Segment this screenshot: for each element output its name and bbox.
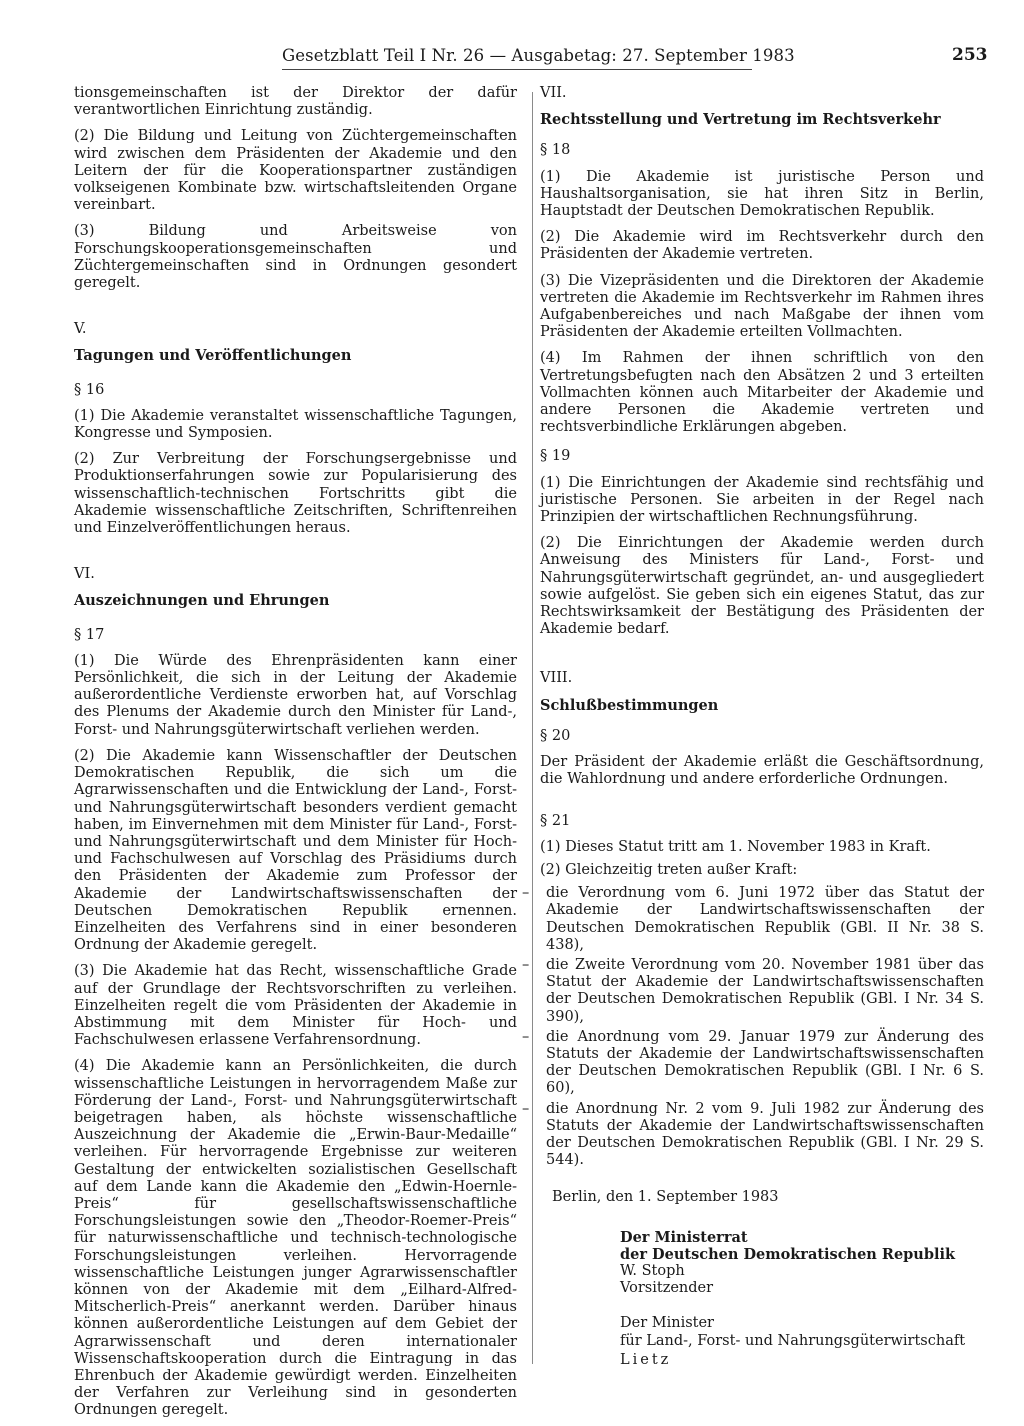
s17-paragraph-3: (3) Die Akademie hat das Recht, wissenschaftliche Grade auf der Grundlage der Rechtsvorschriften zu verleihen. Einzelheiten regelt die vom Präsidenten der Akademie in Abstimmung mit dem Minister für Hoch- und Fachschulwesen erlassene Verfahrensordnung. [74, 963, 517, 1049]
paragraph-16-heading: § 16 [74, 381, 105, 398]
repealed-list [524, 885, 984, 1169]
paragraph-19-heading: § 19 [540, 448, 571, 465]
list-item: – die Anordnung vom 29. Januar 1979 zur Änderung des Statuts der Akademie der Landwirtschaftswissenschaften der Deutschen Demokratischen Republik (GBl. I Nr. 6 S. 60), [524, 1029, 984, 1098]
s21-paragraph-2: (2) Gleichzeitig treten außer Kraft: [540, 861, 798, 878]
section-number-v: V. [74, 321, 87, 338]
list-item: – die Anordnung Nr. 2 vom 9. Juli 1982 zur Änderung des Statuts der Akademie der Landwirtschaftswissenschaften der Deutschen Demokratischen Republik (GBl. I Nr. 29 S. 544). [524, 1101, 984, 1170]
s18-paragraph-4: (4) Im Rahmen der ihnen schriftlich von den Vertretungsbefugten nach den Absätzen 2 und 3 erteilten Vollmachten können auch Mitarbeiter der Akademie und andere Personen die Akademie vertreten und rechtsverbindliche Erklärungen abgeben. [540, 350, 984, 436]
left-column [74, 85, 517, 1426]
right-column [540, 85, 984, 1369]
section-title-vi: Auszeichnungen und Ehrungen [74, 592, 330, 610]
s18-paragraph-1: (1) Die Akademie ist juristische Person und Haushaltsorganisation, sie hat ihren Sitz in Berlin, Hauptstadt der Deutschen Demokratischen Republik. [540, 168, 984, 220]
signature-minister-name: Lietz [620, 1351, 672, 1368]
header-rule [282, 69, 752, 70]
s18-paragraph-3: (3) Die Vizepräsidenten und die Direktoren der Akademie vertreten die Akademie im Rechtsverkehr im Rahmen ihres Aufgabenbereiches und nach Maßgabe der ihnen vom Präsidenten der Akademie erteilten Vollmachten. [540, 272, 984, 341]
s19-paragraph-1: (1) Die Einrichtungen der Akademie sind rechtsfähig und juristische Personen. Sie arbeiten in der Regel nach Prinzipien der wirtschaftlichen Rechnungsführung. [540, 474, 984, 526]
s19-paragraph-2: (2) Die Einrichtungen der Akademie werden durch Anweisung des Ministers für Land-, Forst- und Nahrungsgüterwirtschaft gegründet, an- und ausgegliedert sowie aufgelöst. Sie geben sich ein eigenes Statut, das zur Rechtswirksamkeit der Bestätigung des Präsidenten der Akademie bedarf. [540, 535, 984, 638]
s16-paragraph-1: (1) Die Akademie veranstaltet wissenschaftliche Tagungen, Kongresse und Symposien. [74, 407, 517, 442]
signature-minister-line1: Der Minister [620, 1315, 714, 1332]
s16-paragraph-2: (2) Zur Verbreitung der Forschungsergebnisse und Produktionserfahrungen sowie zur Popularisierung des wissenschaftlich-technischen Fortschritts gibt die Akademie wissenschaftliche Zeitschriften, Schriftenreihen und Einzelveröffentlichungen heraus. [74, 451, 517, 537]
s21-paragraph-1: (1) Dieses Statut tritt am 1. November 1983 in Kraft. [540, 838, 931, 855]
paragraph-17-heading: § 17 [74, 626, 105, 643]
s20-paragraph-1: Der Präsident der Akademie erläßt die Geschäftsordnung, die Wahlordnung und andere erforderliche Ordnungen. [540, 754, 984, 788]
paragraph-20-heading: § 20 [540, 727, 571, 744]
signature-council-name: W. Stoph [620, 1262, 685, 1279]
section-title-vii: Rechtsstellung und Vertretung im Rechtsverkehr [540, 111, 941, 129]
signature-block-minister [540, 1315, 984, 1369]
paragraph-continuation: tionsgemeinschaften ist der Direktor der dafür verantwortlichen Einrichtung zuständig. [74, 85, 517, 119]
signature-minister-line2: für Land-, Forst- und Nahrungsgüterwirtschaft [620, 1332, 966, 1349]
list-item: – die Verordnung vom 6. Juni 1972 über das Statut der Akademie der Landwirtschaftswissenschaften der Deutschen Demokratischen Republik (GBl. II Nr. 38 S. 438), [524, 885, 984, 954]
section-title-viii: Schlußbestimmungen [540, 696, 719, 714]
section-number-viii: VIII. [540, 670, 573, 687]
s17-paragraph-2: (2) Die Akademie kann Wissenschaftler der Deutschen Demokratischen Republik, die sich um die Agrarwissenschaften und die Entwicklung der Land-, Forst- und Nahrungsgüterwirtschaft besonders verdient gemacht haben, im Einvernehmen mit dem Minister für Land-, Forst- und Nahrungsgüterwirtschaft und dem Minister für Hoch- und Fachschulwesen auf Vorschlag des Präsidiums durch den Präsidenten der Akademie zum Professor der Akademie der Landwirtschaftswissenschaften der Deutschen Demokratischen Republik ernennen. Einzelheiten des Verfahrens sind in einer besonderen Ordnung der Akademie geregelt. [74, 747, 517, 954]
s18-paragraph-2: (2) Die Akademie wird im Rechtsverkehr durch den Präsidenten der Akademie vertreten. [540, 229, 984, 263]
place-and-date: Berlin, den 1. September 1983 [552, 1189, 779, 1206]
s17-paragraph-4: (4) Die Akademie kann an Persönlichkeiten, die durch wissenschaftliche Leistungen in hervorragendem Maße zur Förderung der Land-, Forst- und Nahrungsgüterwirtschaft beigetragen haben, als höchste wissenschaftliche Auszeichnung der Akademie die „Erwin-Baur-Medaille“ verleihen. Für hervorragende Ergebnisse zur weiteren Gestaltung der entwickelten sozialistischen Gesellschaft auf dem Lande kann die Akademie den „Edwin-Hoernle-Preis“ für gesellschaftswissenschaftliche Forschungsleistungen sowie den „Theodor-Roemer-Preis“ für naturwissenschaftliche und technisch-technologische Forschungsleistungen verleihen. Hervorragende wissenschaftliche Leistungen junger Agrarwissenschaftler können von der Akademie mit dem „Eilhard-Alfred-Mitscherlich-Preis“ anerkannt werden. Darüber hinaus können außerordentliche Leistungen auf dem Gebiet der Agrarwissenschaft und deren internationaler Wissenschaftskooperation durch die Eintragung in das Ehrenbuch der Akademie gewürdigt werden. Einzelheiten der Verfahren zur Verleihung sind in gesonderten Ordnungen geregelt. [74, 1058, 517, 1419]
section-number-vii: VII. [540, 85, 567, 101]
signature-council-line1: Der Ministerrat [620, 1228, 748, 1246]
section-number-vi: VI. [74, 566, 95, 583]
column-divider [532, 92, 533, 1364]
paragraph-18-heading: § 18 [540, 142, 571, 159]
signature-block-council [540, 1229, 984, 1298]
paragraph-21-heading: § 21 [540, 812, 571, 829]
paragraph-2: (2) Die Bildung und Leitung von Züchtergemeinschaften wird zwischen dem Präsidenten der Akademie und den Leitern der für die Kooperationspartner zuständigen volkseigenen Kombinate bzw. wirtschaftsleitenden Organe vereinbart. [74, 128, 517, 214]
paragraph-3: (3) Bildung und Arbeitsweise von Forschungskooperationsgemeinschaften und Züchtergemeinschaften sind in Ordnungen gesondert geregelt. [74, 223, 517, 292]
signature-council-line2: der Deutschen Demokratischen Republik [620, 1245, 956, 1263]
page-number: 253 [952, 45, 988, 65]
section-title-v: Tagungen und Veröffentlichungen [74, 347, 352, 365]
s17-paragraph-1: (1) Die Würde des Ehrenpräsidenten kann einer Persönlichkeit, die sich in der Leitung der Akademie außerordentliche Verdienste erworben hat, auf Vorschlag des Plenums der Akademie durch den Minister für Land-, Forst- und Nahrungsgüterwirtschaft verliehen werden. [74, 652, 517, 738]
list-item: – die Zweite Verordnung vom 20. November 1981 über das Statut der Akademie der Landwirtschaftswissenschaften der Deutschen Demokratischen Republik (GBl. I Nr. 34 S. 390), [524, 957, 984, 1026]
signature-council-role: Vorsitzender [620, 1280, 714, 1297]
header-title: Gesetzblatt Teil I Nr. 26 — Ausgabetag: 27. September 1983 [282, 46, 795, 65]
page-header [0, 46, 1024, 74]
